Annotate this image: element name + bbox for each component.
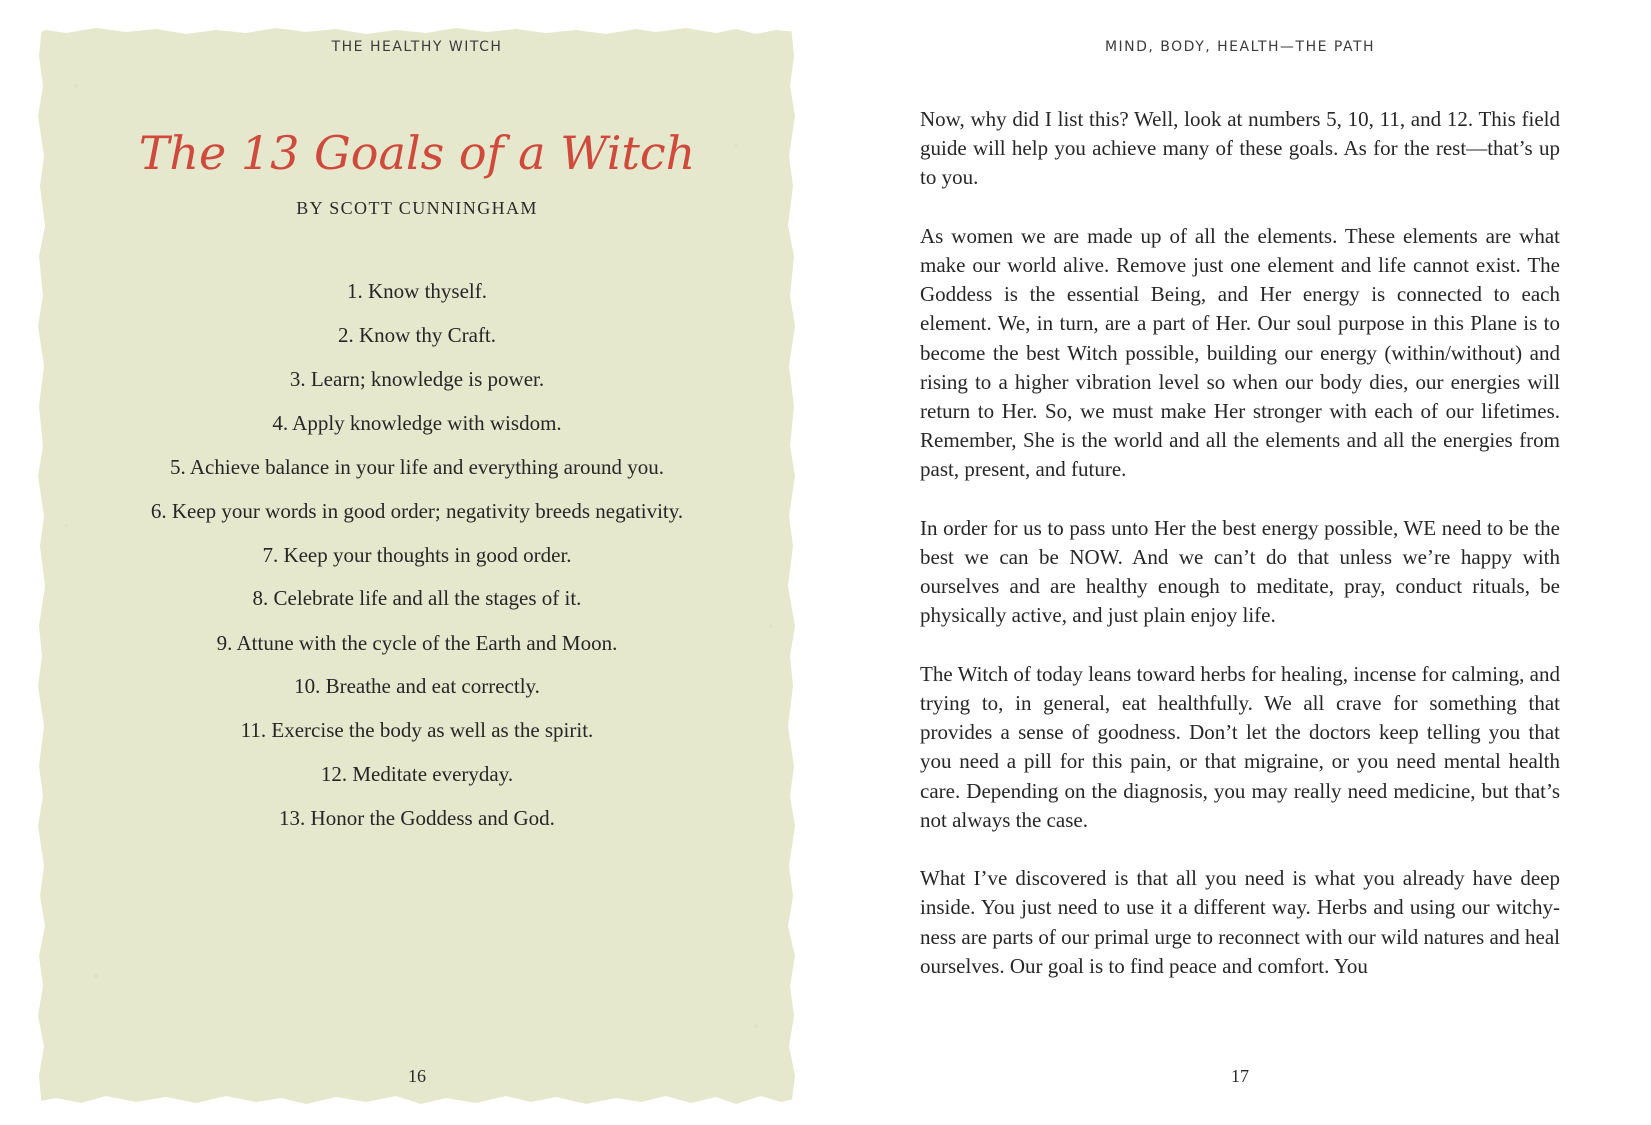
paragraph: Now, why did I list this? Well, look at numbers 5, 10, 11, and 12. This field guide will help you achieve many of these goals. As for the rest—that’s up to you. [920, 107, 1560, 190]
running-head-left: THE HEALTHY WITCH [331, 39, 503, 55]
page-number-right: 17 [1231, 1066, 1249, 1086]
body-text [920, 105, 1560, 1010]
byline: BY SCOTT CUNNINGHAM [296, 198, 538, 218]
list-item: 7. Keep your thoughts in good order. [262, 543, 572, 567]
list-item: 13. Honor the Goddess and God. [279, 806, 555, 830]
left-page [0, 0, 825, 1125]
list-item: 10. Breathe and eat correctly. [294, 674, 540, 698]
list-item: 12. Meditate everyday. [320, 762, 514, 786]
page-title: The 13 Goals of a Witch [138, 126, 696, 180]
list-item: 8. Celebrate life and all the stages of it. [252, 586, 582, 610]
list-item: 5. Achieve balance in your life and everything around you. [170, 455, 664, 479]
list-item: 6. Keep your words in good order; negativity breeds negativity. [150, 499, 684, 523]
paragraph: As women we are made up of all the elements. These elements are what make our world alive. Remove just one element and life cannot exist. The Goddess is the essential Being, and Her energy is connected to each element. We, in turn, are a part of Her. Our soul purpose in this Plane is to become the best Witch possible, building our energy (within/without) and rising to a higher vibration level so when our body dies, our energies will return to Her. So, we must make Her stronger with each of our lifetimes. Remember, She is the world and all the elements and all the energies from past, present, and future. [920, 223, 1560, 482]
page-number-left: 16 [408, 1066, 426, 1086]
list-item: 2. Know thy Craft. [337, 323, 497, 347]
list-item: 3. Learn; knowledge is power. [289, 367, 545, 391]
running-head-right: MIND, BODY, HEALTH—THE PATH [1104, 39, 1376, 55]
list-item: 4. Apply knowledge with wisdom. [272, 411, 562, 435]
paragraph: What I’ve discovered is that all you need is what you already have deep inside. You just need to use it a different way. Herbs and using our witchy-ness are parts of our primal urge to reconnect with our wild natures and heal ourselves. Our goal is to find peace and comfort. You [920, 866, 1560, 978]
paragraph: In order for us to pass unto Her the best energy possible, WE need to be the best we can be NOW. And we can’t do that unless we’re happy with ourselves and are healthy enough to meditate, pray, conduct rituals, be physically active, and just plain enjoy life. [920, 515, 1560, 628]
list-item: 11. Exercise the body as well as the spirit. [240, 718, 594, 742]
list-item: 1. Know thyself. [347, 279, 487, 303]
paragraph: The Witch of today leans toward herbs for healing, incense for calming, and trying to, in general, eat healthfully. We all crave for something that provides a sense of goodness. Don’t let the doctors keep telling you that you need a pill for this pain, or that migraine, or you need mental health care. Depending on the diagnosis, you may really need medicine, but that’s not always the case. [920, 661, 1560, 832]
list-item: 9. Attune with the cycle of the Earth and Moon. [216, 631, 618, 655]
